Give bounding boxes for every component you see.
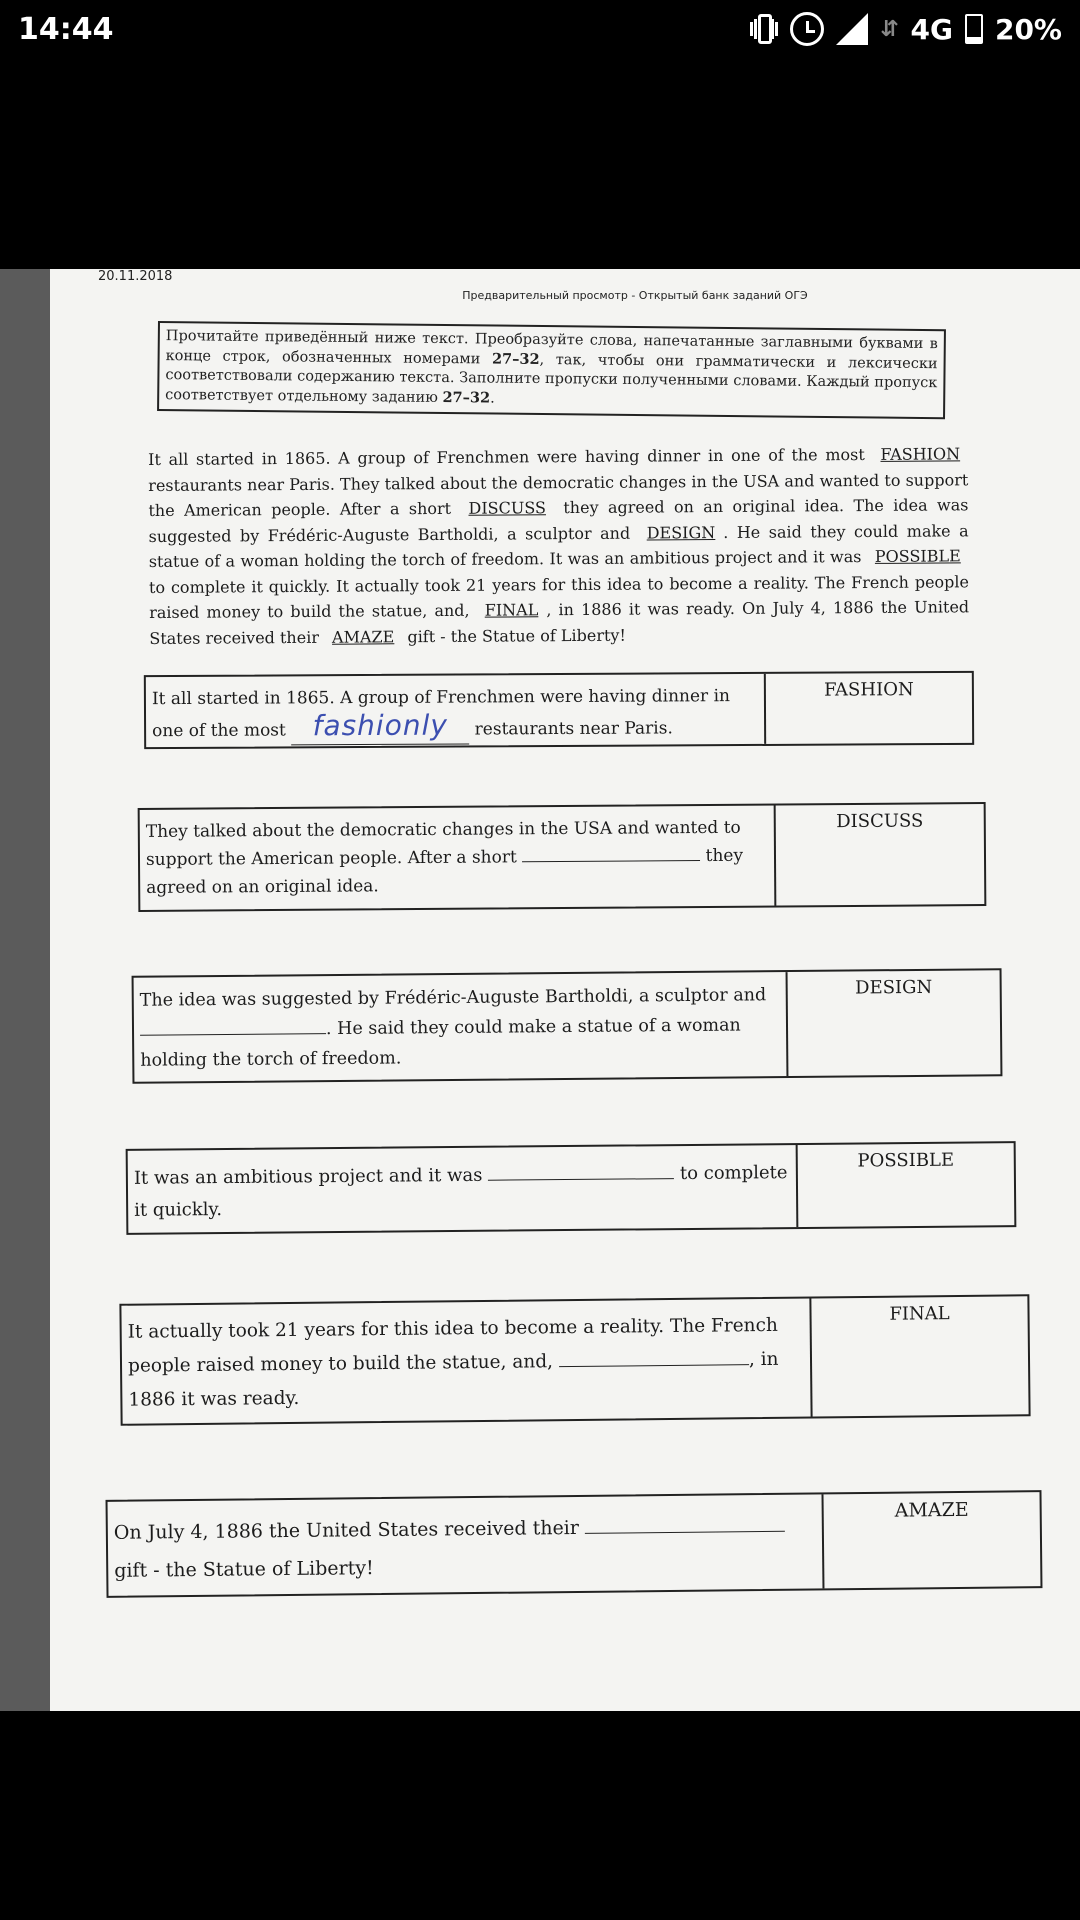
keyword-cell: POSSIBLE: [857, 1149, 955, 1172]
task-row: [138, 802, 987, 912]
keyword-cell: DESIGN: [855, 976, 933, 999]
task-text-before: They talked about the democratic changes in the USA and wanted to support the American people. After a short: [145, 817, 741, 870]
task-text-after: , in 1886 it was ready.: [128, 1348, 779, 1411]
vibrate-icon: [750, 12, 778, 46]
alarm-icon: [790, 12, 824, 46]
answer-field[interactable]: [140, 1033, 326, 1036]
task-sentence: [134, 972, 789, 1082]
data-arrows-icon: ⇵: [880, 16, 899, 42]
handwritten-answer: fashionly: [312, 708, 448, 743]
answer-field[interactable]: [585, 1531, 785, 1534]
source-passage: [148, 441, 969, 651]
clock: 14:44: [18, 12, 114, 47]
passage-text: restaurants near Paris. They talked about the democratic changes in the USA and wanted to support the American people. After a short: [148, 469, 969, 520]
task-text-before: On July 4, 1886 the United States received their: [113, 1516, 580, 1544]
task-row: [106, 1490, 1043, 1598]
battery-icon: [965, 14, 983, 44]
answer-field[interactable]: [559, 1364, 749, 1367]
task-text-before: The idea was suggested by Frédéric-Auguste Bartholdi, a sculptor and: [139, 985, 767, 1011]
keyword-cell: FINAL: [889, 1303, 950, 1325]
task-sentence: [108, 1494, 825, 1595]
task-text-after: they agreed on an original idea.: [146, 845, 744, 898]
passage-blank: DESIGN: [646, 522, 716, 543]
task-sentence: [146, 674, 766, 747]
task-row: [144, 671, 974, 749]
instruction-text: Прочитайте приведённый ниже текст. Преобразуйте слова, напечатанные заглавными буквами в конце строк, обозначенных номерами: [165, 328, 938, 368]
answer-field[interactable]: [522, 860, 700, 862]
answer-field[interactable]: [488, 1178, 674, 1181]
task-row: [119, 1294, 1030, 1426]
status-bar: [0, 0, 1080, 62]
task-sentence: [128, 1145, 799, 1233]
network-type: 4G: [910, 12, 953, 46]
passage-text: to complete it quickly. It actually took 21 years for this idea to become a reality. The French people raised money to build the statue, and,: [148, 571, 970, 622]
battery-percent: 20%: [994, 12, 1062, 46]
passage-text: they agreed on an original idea. The idea was suggested by Frédéric-Auguste Bartholdi, a sculptor and: [148, 495, 969, 546]
task-sentence: [121, 1299, 812, 1424]
keyword-cell: FASHION: [824, 679, 914, 701]
instruction-text: , так, чтобы они грамматически и лексически соответствовали содержанию текста. Заполните пропуски полученными словами. Каждый пропуск соответствует отдельному заданию: [165, 351, 938, 406]
page-header: Предварительный просмотр - Открытый банк заданий ОГЭ: [462, 289, 808, 302]
passage-blank: FASHION: [880, 444, 961, 464]
passage-text: , in 1886 it was ready. On July 4, 1886 the United States received their: [149, 597, 970, 648]
signal-icon: [836, 13, 868, 45]
task-text-before: It was an ambitious project and it was: [133, 1164, 483, 1189]
task-text-before: It actually took 21 years for this idea to become a reality. The French people raised money to build the statue, and,: [127, 1314, 778, 1377]
task-text-after: . He said they could make a statue of a woman holding the torch of freedom.: [140, 1015, 741, 1071]
passage-blank: DISCUSS: [468, 498, 547, 518]
passage-text: It all started in 1865. A group of Frenchmen were having dinner in one of the most: [148, 444, 865, 469]
instruction-box: [157, 321, 946, 419]
task-text-after: to complete it quickly.: [134, 1162, 788, 1221]
instruction-text: .: [490, 390, 495, 407]
bottom-area: [0, 1711, 1080, 1920]
task-row: [132, 968, 1003, 1084]
passage-blank: FINAL: [484, 600, 539, 620]
keyword-cell: AMAZE: [894, 1498, 969, 1522]
answer-field[interactable]: [291, 708, 469, 745]
task-range: 27–32: [442, 388, 491, 407]
task-range: 27–32: [491, 350, 540, 368]
task-text-after: restaurants near Paris.: [474, 718, 673, 740]
date-mark: 20.11.2018: [98, 269, 173, 284]
keyword-cell: DISCUSS: [836, 810, 924, 833]
task-sentence: [140, 806, 777, 910]
passage-blank: AMAZE: [331, 626, 395, 647]
task-row: [126, 1141, 1017, 1235]
worksheet-page: [50, 269, 1080, 1711]
task-text-after: gift - the Statue of Liberty!: [114, 1557, 374, 1582]
status-icons: [750, 12, 1062, 46]
task-text-before: It all started in 1865. A group of Frenchmen were having dinner in one of the most: [151, 686, 730, 742]
passage-text: gift - the Statue of Liberty!: [407, 625, 626, 646]
passage-text: . He said they could make a statue of a woman holding the torch of freedom. It was an ambitious project and it was: [148, 520, 969, 571]
photo-viewer[interactable]: [0, 269, 1080, 1711]
passage-blank: POSSIBLE: [874, 546, 961, 566]
